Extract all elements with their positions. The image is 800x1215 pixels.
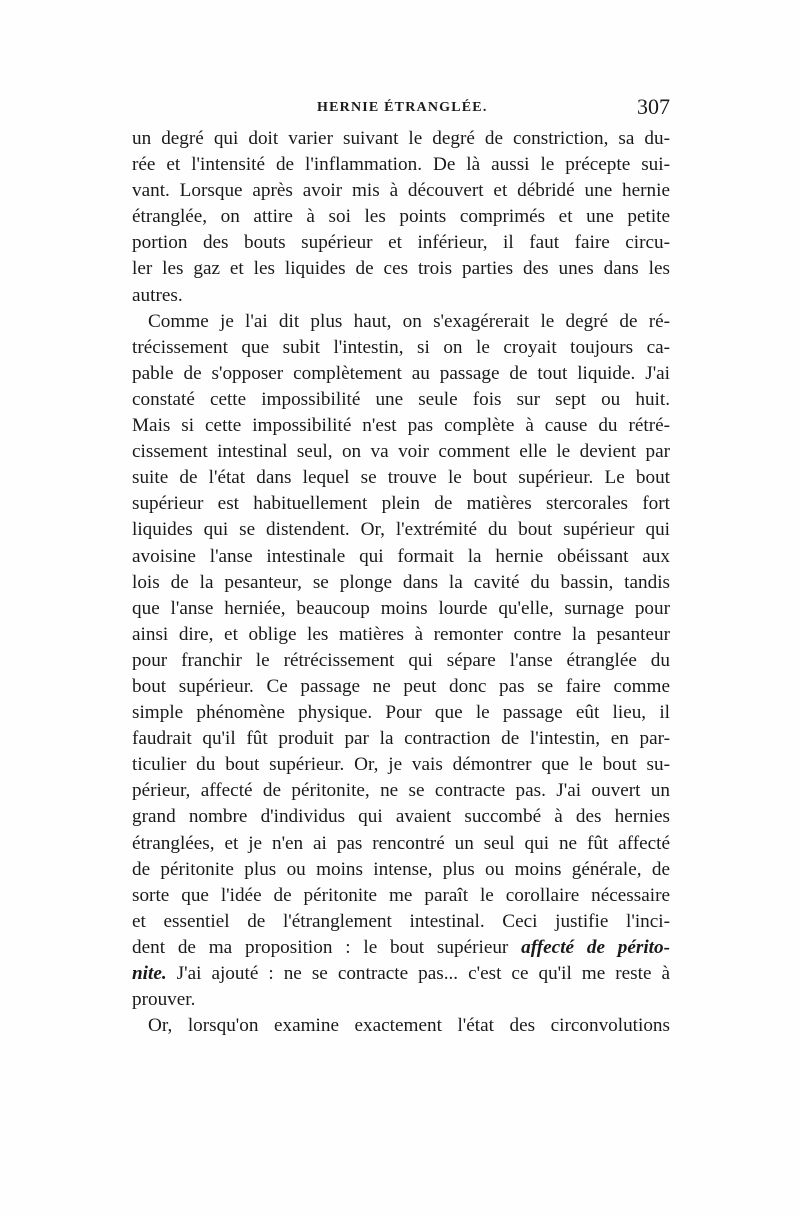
text-line: pour franchir le rétrécissement qui sépare l'anse étranglée du <box>132 649 670 671</box>
text-line: ainsi dire, et oblige les matières à remonter contre la pesanteur <box>132 623 670 645</box>
text-line: étranglées, et je n'en ai pas rencontré un seul qui ne fût affecté <box>132 832 670 854</box>
text-line: trécissement que subit l'intestin, si on le croyait toujours ca- <box>132 336 670 358</box>
paragraph-start: Or, lorsqu'on examine exactement l'état des circonvolutions <box>148 1015 670 1037</box>
text-line: vant. Lorsque après avoir mis à découvert et débridé une hernie <box>132 180 670 202</box>
text-line: grand nombre d'individus qui avaient succombé à des hernies <box>132 806 670 828</box>
text-line: étranglée, on attire à soi les points comprimés et une petite <box>132 206 670 228</box>
text-line: ler les gaz et les liquides de ces trois parties des unes dans les <box>132 258 670 280</box>
text-line: portion des bouts supérieur et inférieur, il faut faire circu- <box>132 232 670 254</box>
text-segment: J'ai ajouté : ne se contracte pas... c'est ce qu'il me reste à <box>166 963 670 984</box>
text-line: autres. <box>132 284 183 306</box>
text-line: bout supérieur. Ce passage ne peut donc pas se faire comme <box>132 675 670 697</box>
text-line: que l'anse herniée, beaucoup moins lourde qu'elle, surnage pour <box>132 597 670 619</box>
emphasis-text: affecté de périto- <box>521 936 670 958</box>
text-line: lois de la pesanteur, se plonge dans la cavité du bassin, tandis <box>132 571 670 593</box>
body-text <box>132 126 670 1039</box>
running-title: HERNIE ÉTRANGLÉE. <box>317 100 488 115</box>
text-line: simple phénomène physique. Pour que le passage eût lieu, il <box>132 702 670 724</box>
text-line: constaté cette impossibilité une seule fois sur sept ou huit. <box>132 388 670 410</box>
text-line: ticulier du bout supérieur. Or, je vais démontrer que le bout su- <box>132 754 670 776</box>
text-line: supérieur est habituellement plein de matières stercorales fort <box>132 493 670 515</box>
page-number: 307 <box>637 94 670 119</box>
text-line: périeur, affecté de péritonite, ne se contracte pas. J'ai ouvert un <box>132 780 670 802</box>
text-line: cissement intestinal seul, on va voir comment elle le devient par <box>132 441 670 463</box>
text-line: de péritonite plus ou moins intense, plus ou moins générale, de <box>132 858 670 880</box>
text-line: Mais si cette impossibilité n'est pas complète à cause du rétré- <box>132 415 670 437</box>
text-line: pable de s'opposer complètement au passage de tout liquide. J'ai <box>132 362 670 384</box>
text-segment: dent de ma proposition : le bout supérieur <box>132 936 522 958</box>
text-line: rée et l'intensité de l'inflammation. De là aussi le précepte sui- <box>132 154 670 176</box>
text-line: sorte que l'idée de péritonite me paraît le corollaire nécessaire <box>132 884 670 906</box>
paragraph-start: Comme je l'ai dit plus haut, on s'exagérerait le degré de ré- <box>148 310 670 332</box>
text-line: prouver. <box>132 989 196 1011</box>
text-line <box>132 935 670 961</box>
text-line: faudrait qu'il fût produit par la contraction de l'intestin, en par- <box>132 728 670 750</box>
text-line: et essentiel de l'étranglement intestinal. Ceci justifie l'inci- <box>132 910 670 932</box>
text-line: un degré qui doit varier suivant le degré de constriction, sa du- <box>132 128 670 149</box>
running-head <box>132 94 670 124</box>
text-line <box>132 961 670 987</box>
text-line: liquides qui se distendent. Or, l'extrémité du bout supérieur qui <box>132 519 670 541</box>
text-line: suite de l'état dans lequel se trouve le bout supérieur. Le bout <box>132 467 670 489</box>
emphasis-text: nite. <box>132 963 167 984</box>
text-line: avoisine l'anse intestinale qui formait la hernie obéissant aux <box>132 545 670 567</box>
